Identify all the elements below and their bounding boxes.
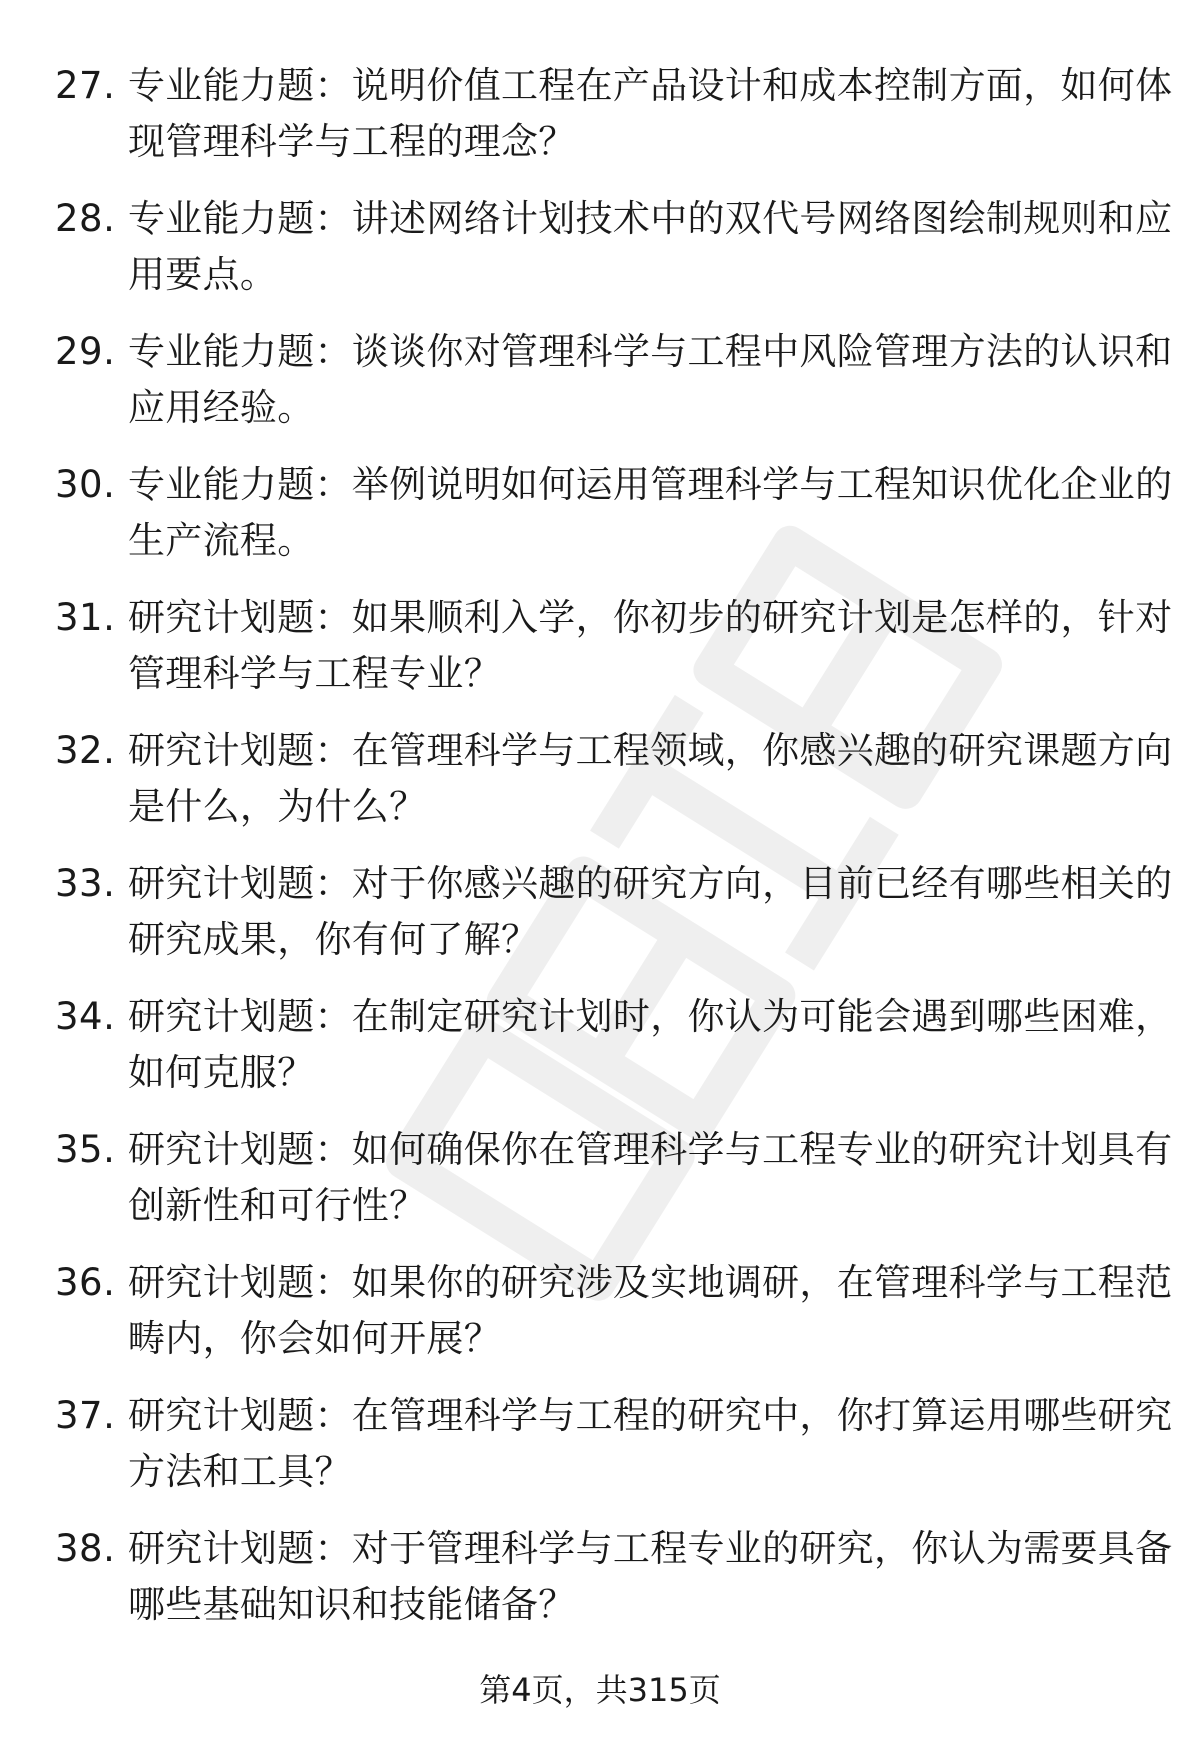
question-text: 研究计划题：如何确保你在管理科学与工程专业的研究计划具有创新性和可行性？ bbox=[128, 1128, 1173, 1227]
question-number: 36. bbox=[55, 1261, 116, 1304]
question-text: 研究计划题：对于管理科学与工程专业的研究，你认为需要具备哪些基础知识和技能储备？ bbox=[128, 1527, 1173, 1626]
question-text: 研究计划题：如果顺利入学，你初步的研究计划是怎样的，针对管理科学与工程专业？ bbox=[128, 596, 1173, 695]
list-item bbox=[55, 1122, 1173, 1255]
question-number: 32. bbox=[55, 729, 116, 772]
list-item bbox=[55, 723, 1173, 856]
question-number: 35. bbox=[55, 1128, 116, 1171]
list-item bbox=[55, 1255, 1173, 1388]
question-list bbox=[55, 58, 1173, 1654]
list-item bbox=[55, 590, 1173, 723]
list-item bbox=[55, 324, 1173, 457]
question-text: 研究计划题：如果你的研究涉及实地调研，在管理科学与工程范畴内，你会如何开展？ bbox=[128, 1261, 1173, 1360]
question-number: 38. bbox=[55, 1527, 116, 1570]
page-footer: 第4页，共315页 bbox=[479, 1671, 721, 1709]
list-item bbox=[55, 1388, 1173, 1521]
question-text: 专业能力题：讲述网络计划技术中的双代号网络图绘制规则和应用要点。 bbox=[128, 197, 1173, 296]
question-text: 专业能力题：谈谈你对管理科学与工程中风险管理方法的认识和应用经验。 bbox=[128, 330, 1173, 429]
question-number: 27. bbox=[55, 64, 116, 107]
list-item bbox=[55, 989, 1173, 1122]
question-text: 研究计划题：在管理科学与工程领域，你感兴趣的研究课题方向是什么，为什么？ bbox=[128, 729, 1173, 828]
question-number: 31. bbox=[55, 596, 116, 639]
question-number: 37. bbox=[55, 1394, 116, 1437]
question-text: 专业能力题：说明价值工程在产品设计和成本控制方面，如何体现管理科学与工程的理念？ bbox=[128, 64, 1173, 163]
question-number: 34. bbox=[55, 995, 116, 1038]
question-text: 专业能力题：举例说明如何运用管理科学与工程知识优化企业的生产流程。 bbox=[128, 463, 1173, 562]
list-item bbox=[55, 58, 1173, 191]
question-text: 研究计划题：在制定研究计划时，你认为可能会遇到哪些困难，如何克服？ bbox=[128, 995, 1173, 1094]
list-item bbox=[55, 191, 1173, 324]
question-number: 33. bbox=[55, 862, 116, 905]
question-text: 研究计划题：在管理科学与工程的研究中，你打算运用哪些研究方法和工具？ bbox=[128, 1394, 1173, 1493]
list-item bbox=[55, 1521, 1173, 1654]
question-number: 29. bbox=[55, 330, 116, 373]
question-number: 28. bbox=[55, 197, 116, 240]
list-item bbox=[55, 856, 1173, 989]
question-text: 研究计划题：对于你感兴趣的研究方向，目前已经有哪些相关的研究成果，你有何了解？ bbox=[128, 862, 1173, 961]
list-item bbox=[55, 457, 1173, 590]
question-number: 30. bbox=[55, 463, 116, 506]
